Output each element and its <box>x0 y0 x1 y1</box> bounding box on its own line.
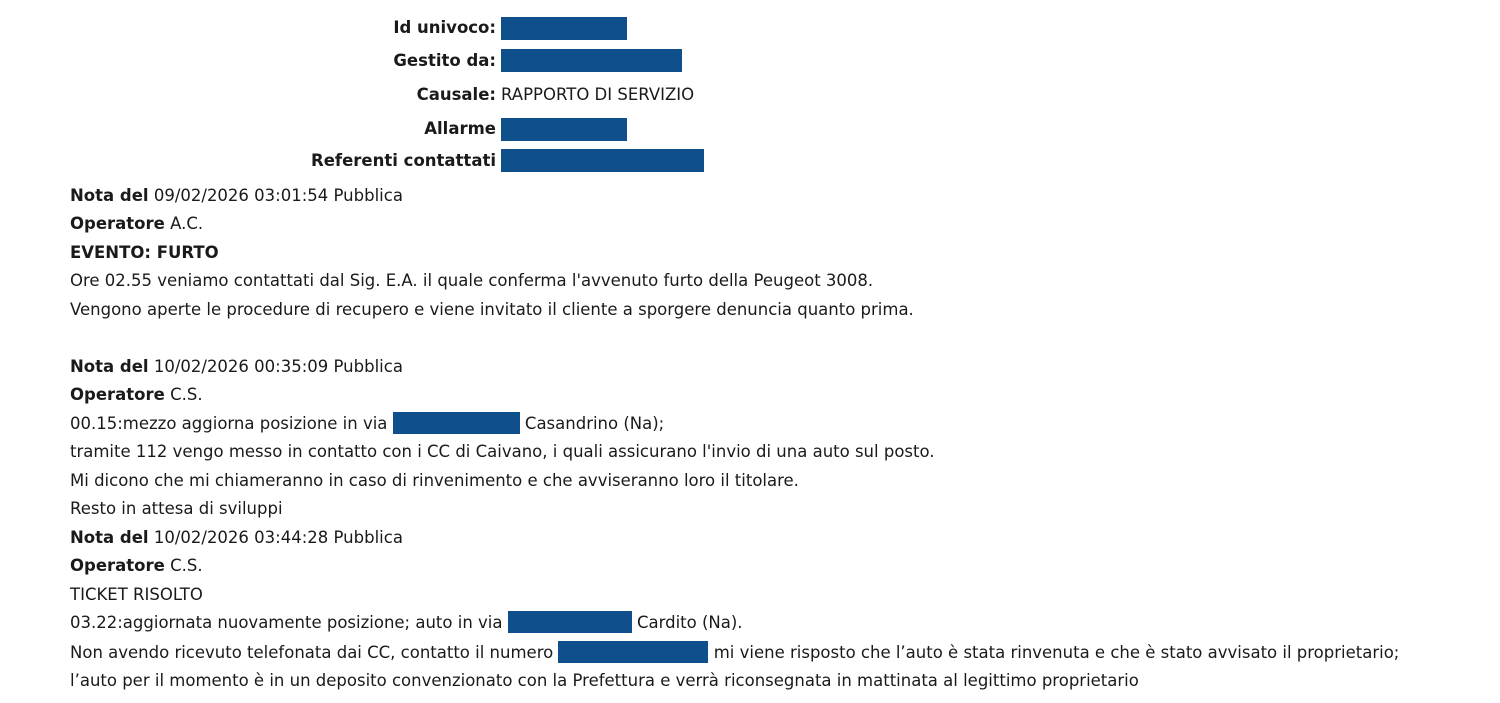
note-2-operator-value: C.S. <box>170 385 203 404</box>
gestito-da-label: Gestito da: <box>393 51 496 70</box>
note-1-operator-value: A.C. <box>170 214 204 233</box>
note-3-header <box>70 525 403 551</box>
note-3-status: TICKET RISOLTO <box>70 585 203 604</box>
note-2-operator <box>70 382 203 408</box>
note-1-operator <box>70 211 203 237</box>
note-1-header <box>70 183 403 209</box>
allarme-label: Allarme <box>424 119 496 138</box>
note-1-operator-label: Operatore <box>70 214 165 233</box>
causale-row <box>0 82 1500 108</box>
note-3-line-1-a: 03.22:aggiornata nuovamente posizione; auto in via <box>70 613 503 632</box>
note-3-operator-value: C.S. <box>170 556 203 575</box>
allarme-redacted-value <box>501 118 627 141</box>
note-2-line-1 <box>70 411 664 437</box>
note-2-header <box>70 354 403 380</box>
referenti-label: Referenti contattati <box>311 151 496 170</box>
allarme-row <box>0 116 1500 142</box>
note-3-meta: 10/02/2026 03:44:28 Pubblica <box>153 528 403 547</box>
causale-label: Causale: <box>416 85 496 104</box>
note-3-label: Nota del <box>70 528 149 547</box>
note-3-street-redacted <box>508 611 632 633</box>
note-2-line-1-b: Casandrino (Na); <box>524 414 665 433</box>
id-univoco-row <box>0 15 1500 41</box>
note-2-line-1-a: 00.15:mezzo aggiorna posizione in via <box>70 414 388 433</box>
note-3-line-1-b: Cardito (Na). <box>636 613 743 632</box>
note-1-evento: EVENTO: FURTO <box>70 243 219 262</box>
note-2-label: Nota del <box>70 357 149 376</box>
gestito-da-row <box>0 48 1500 74</box>
note-1-line-2: Vengono aperte le procedure di recupero e viene invitato il cliente a sporgere denuncia quanto prima. <box>70 300 914 319</box>
note-3-operator <box>70 553 203 579</box>
referenti-row <box>0 148 1500 174</box>
note-2-line-2: tramite 112 vengo messo in contatto con i CC di Caivano, i quali assicurano l'invio di una auto sul posto. <box>70 442 935 461</box>
id-univoco-label: Id univoco: <box>393 18 496 37</box>
note-2-street-redacted <box>393 412 520 434</box>
note-3-line-2-a: Non avendo ricevuto telefonata dai CC, contatto il numero <box>70 643 554 662</box>
note-1-meta: 09/02/2026 03:01:54 Pubblica <box>153 186 403 205</box>
causale-value: RAPPORTO DI SERVIZIO <box>501 85 695 104</box>
referenti-redacted-value <box>501 149 704 172</box>
id-univoco-redacted-value <box>501 17 627 40</box>
note-1-label: Nota del <box>70 186 149 205</box>
note-3-line-3: l’auto per il momento è in un deposito convenzionato con la Prefettura e verrà riconsegnata in mattinata al legittimo proprietario <box>70 671 1139 690</box>
note-1-line-1: Ore 02.55 veniamo contattati dal Sig. E.A. il quale conferma l'avvenuto furto della Peugeot 3008. <box>70 271 874 290</box>
note-3-line-2 <box>70 640 1399 666</box>
gestito-da-redacted-value <box>501 49 682 72</box>
note-2-line-4: Resto in attesa di sviluppi <box>70 499 283 518</box>
note-3-phone-redacted <box>558 641 708 663</box>
note-3-line-2-b: mi viene risposto che l’auto è stata rinvenuta e che è stato avvisato il proprietario; <box>713 643 1400 662</box>
note-3-operator-label: Operatore <box>70 556 165 575</box>
note-2-line-3: Mi dicono che mi chiameranno in caso di rinvenimento e che avviseranno loro il titolare. <box>70 471 799 490</box>
note-3-line-1 <box>70 610 743 636</box>
note-2-meta: 10/02/2026 00:35:09 Pubblica <box>153 357 403 376</box>
note-2-operator-label: Operatore <box>70 385 165 404</box>
